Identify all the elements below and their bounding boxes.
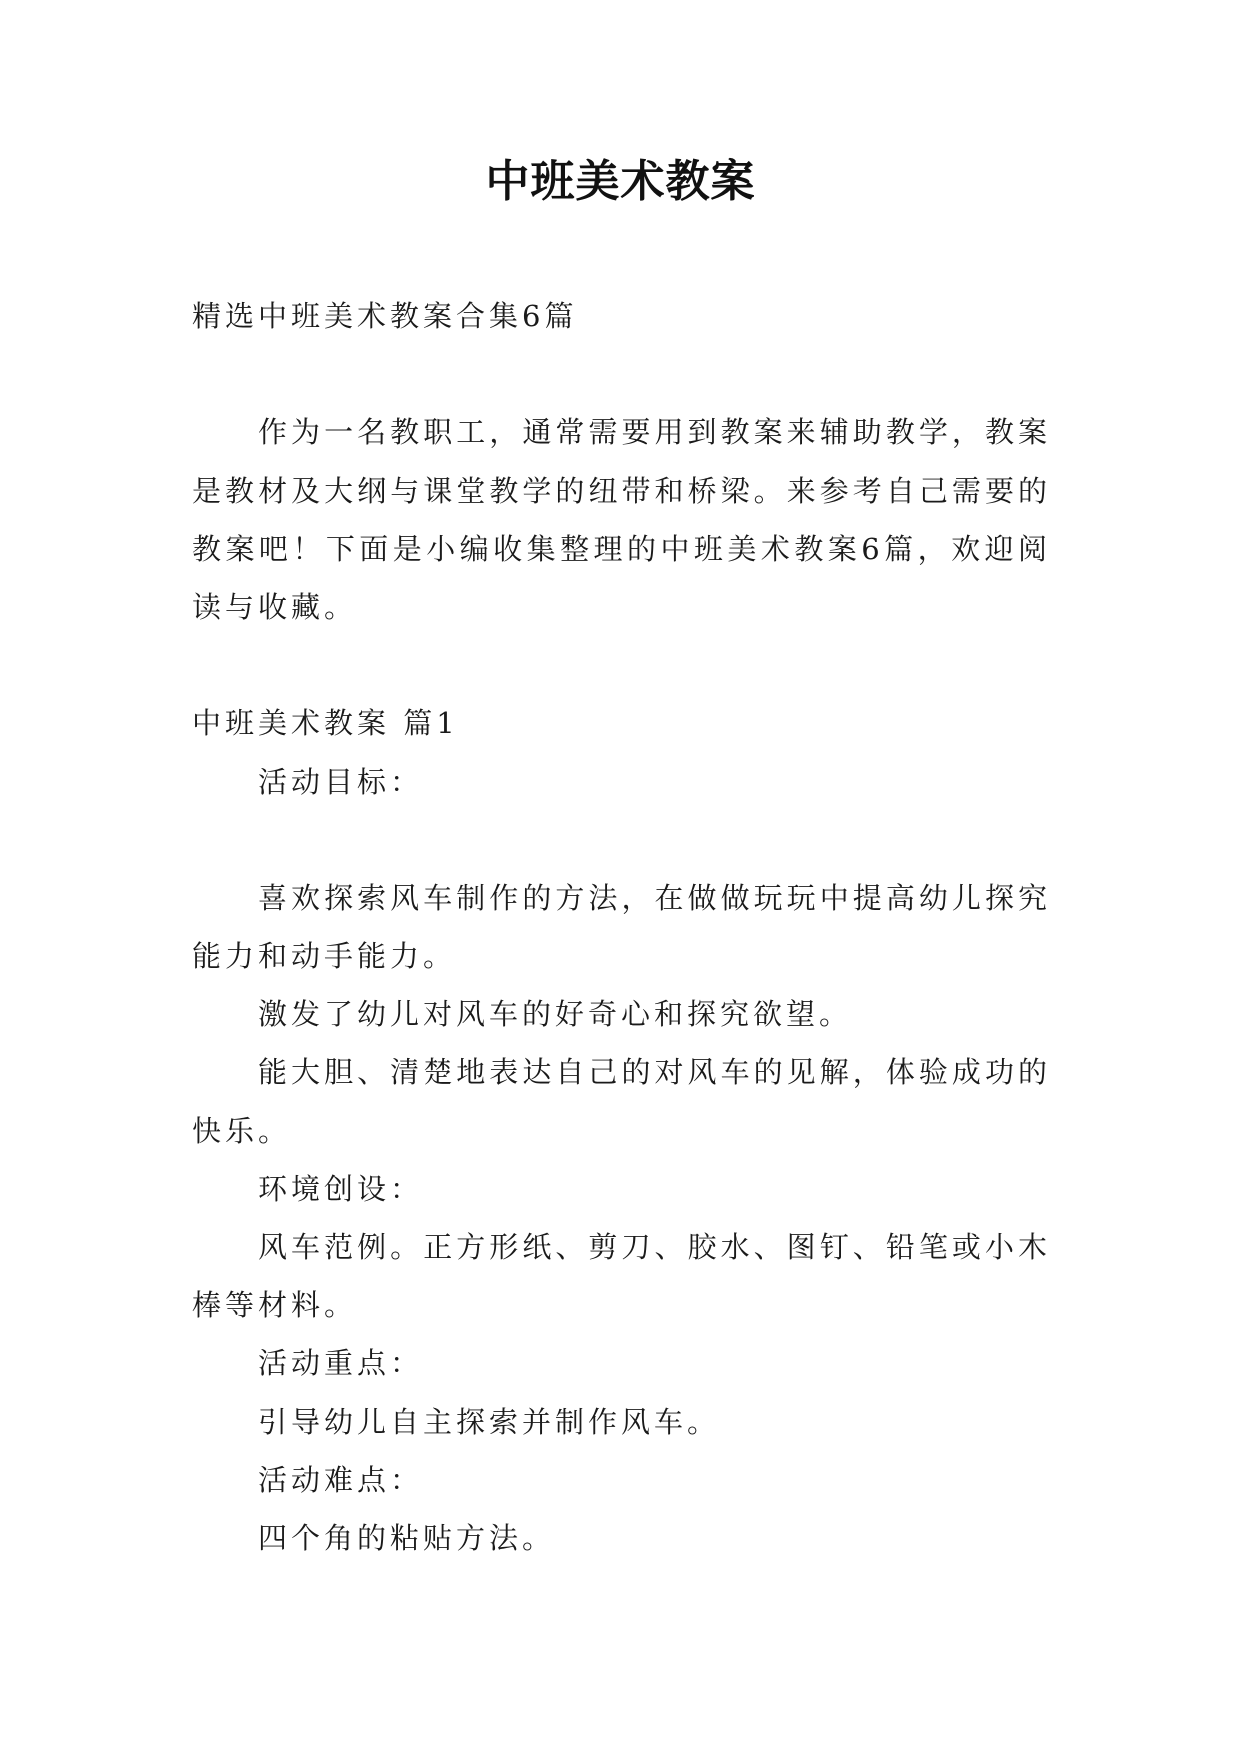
collection-subtitle: 精选中班美术教案合集6篇 bbox=[192, 299, 578, 333]
goal-line: 喜欢探索风车制作的方法，在做做玩玩中提高幼儿探究 bbox=[258, 880, 1050, 915]
goal-line: 能大胆、清楚地表达自己的对风车的见解，体验成功的 bbox=[258, 1055, 1050, 1090]
document-body bbox=[192, 287, 1050, 1567]
environment-line: 风车范例。正方形纸、剪刀、胶水、图钉、铅笔或小木 bbox=[258, 1230, 1050, 1264]
difficulty-label: 活动难点： bbox=[258, 1462, 424, 1497]
environment-label: 环境创设： bbox=[258, 1171, 424, 1206]
difficulty-text: 四个角的粘贴方法。 bbox=[258, 1520, 556, 1555]
intro-line: 读与收藏。 bbox=[192, 589, 358, 624]
intro-line: 是教材及大纲与课堂教学的纽带和桥梁。来参考自己需要的 bbox=[192, 473, 1050, 508]
goal-line: 激发了幼儿对风车的好奇心和探究欲望。 bbox=[258, 997, 853, 1032]
goal-line: 能力和动手能力。 bbox=[192, 939, 457, 974]
key-point-label: 活动重点： bbox=[258, 1346, 424, 1381]
document-title: 中班美术教案 bbox=[485, 156, 756, 207]
goals-list bbox=[192, 869, 1050, 1160]
intro-paragraph bbox=[192, 403, 1050, 636]
goals-label: 活动目标： bbox=[258, 764, 424, 799]
goal-line: 快乐。 bbox=[192, 1113, 292, 1148]
intro-line: 教案吧！下面是小编收集整理的中班美术教案6篇，欢迎阅 bbox=[192, 531, 1050, 566]
intro-line: 作为一名教职工，通常需要用到教案来辅助教学，教案 bbox=[258, 415, 1050, 450]
environment-line: 棒等材料。 bbox=[192, 1288, 358, 1323]
section-heading: 中班美术教案 篇1 bbox=[192, 706, 459, 741]
key-point-text: 引导幼儿自主探索并制作风车。 bbox=[258, 1404, 721, 1439]
